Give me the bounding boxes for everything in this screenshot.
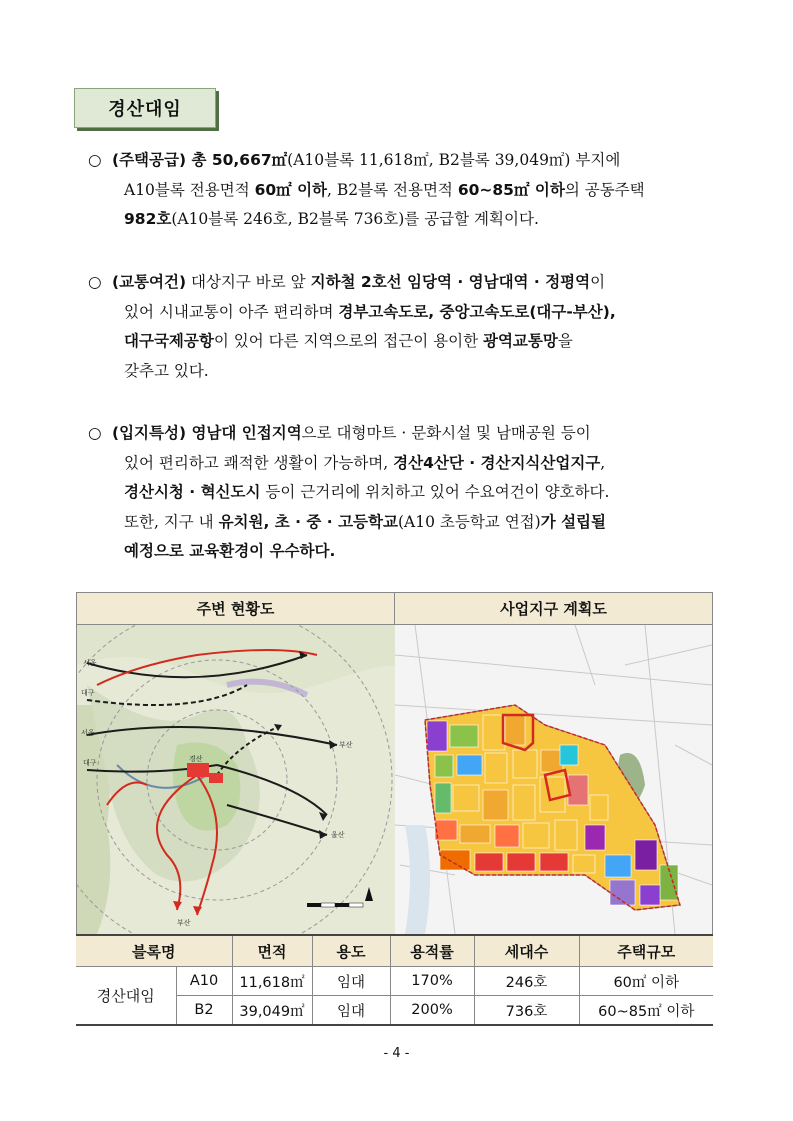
text-run: 의 공동주택 xyxy=(564,180,645,199)
cell-block: B2 xyxy=(176,996,232,1026)
text-run: 을 xyxy=(557,332,573,350)
text-run: 60~85㎡ 이하 xyxy=(457,180,565,199)
text-run: 60㎡ 이하 xyxy=(254,180,328,199)
map-label-busan-2: 부산 xyxy=(177,919,191,927)
text-run: 대상지구 바로 앞 xyxy=(186,273,311,291)
surrounding-area-map xyxy=(77,625,395,934)
text-run: 이 있어 다른 지역으로의 접근이 용이한 xyxy=(213,332,483,350)
section-title: 경산대임 xyxy=(74,88,216,128)
paragraph-transport xyxy=(88,268,728,386)
bullet-icon: ○ xyxy=(88,151,102,169)
para1-line3 xyxy=(88,205,728,235)
table-header-row xyxy=(76,935,713,967)
para2-line1 xyxy=(88,268,728,298)
district-plan-map xyxy=(395,625,712,934)
text-run: 가 설립될 xyxy=(540,512,606,531)
text-run: 등이 근거리에 위치하고 있어 수요여건이 양호하다. xyxy=(260,483,610,501)
map-label-ulsan: 울산 xyxy=(331,831,345,839)
cell-households: 736호 xyxy=(474,996,579,1026)
text-run: (A10 초등학교 연접) xyxy=(397,512,541,531)
map-label-gyeongsan: 경산 xyxy=(189,755,203,763)
cell-size: 60㎡ 이하 xyxy=(579,967,713,996)
header-households: 세대수 xyxy=(474,935,579,967)
cell-area: 11,618㎡ xyxy=(232,967,312,996)
header-block-name: 블록명 xyxy=(76,935,232,967)
map-label-daegu-1: 대구 xyxy=(81,689,95,697)
text-run: 이 xyxy=(590,273,606,291)
header-use: 용도 xyxy=(312,935,390,967)
text-run: 또한, 지구 내 xyxy=(124,512,219,531)
para1-line2 xyxy=(88,176,728,206)
cell-area: 39,049㎡ xyxy=(232,996,312,1026)
bullet-icon: ○ xyxy=(88,424,102,442)
map-panel xyxy=(76,592,713,935)
text-run: 경부고속도로, 중앙고속도로(대구-부산), xyxy=(338,302,616,321)
bullet-icon: ○ xyxy=(88,273,102,291)
text-run: 경산4산단 · 경산지식산업지구 xyxy=(393,453,601,472)
text-run: 예정으로 교육환경이 우수하다. xyxy=(124,542,336,560)
text-run: 광역교통망 xyxy=(482,332,558,350)
left-map-title: 주변 현황도 xyxy=(77,593,395,625)
map-label-seoul-2: 서울 xyxy=(81,729,95,737)
text-run: 대구국제공항 xyxy=(124,332,214,350)
cell-use: 임대 xyxy=(312,996,390,1026)
para3-line1 xyxy=(88,419,728,449)
map-label-busan-1: 부산 xyxy=(339,741,353,749)
group-name-cell: 경산대임 xyxy=(76,967,176,1026)
map-label-seoul-1: 서울 xyxy=(83,659,97,667)
text-run: A10블록 전용면적 xyxy=(124,180,255,199)
text-run: 유치원, 초 · 중 · 고등학교 xyxy=(218,512,398,531)
header-area: 면적 xyxy=(232,935,312,967)
para3-line2 xyxy=(88,449,728,479)
text-run: 있어 편리하고 쾌적한 생활이 가능하며, xyxy=(124,453,394,472)
para2-line4 xyxy=(88,357,728,387)
para2-line2 xyxy=(88,298,728,328)
table-row xyxy=(76,967,713,996)
para3-line3 xyxy=(88,478,728,508)
text-run: (A10블록 246호, B2블록 736호)를 공급할 계획이다. xyxy=(171,210,539,228)
cell-ratio: 170% xyxy=(390,967,474,996)
header-floor-area-ratio: 용적률 xyxy=(390,935,474,967)
text-run: 으로 대형마트 · 문화시설 및 남매공원 등이 xyxy=(301,424,591,442)
text-run: (교통여건) xyxy=(112,273,187,291)
cell-households: 246호 xyxy=(474,967,579,996)
right-map-title: 사업지구 계획도 xyxy=(395,593,712,625)
text-run: 갖추고 있다. xyxy=(124,361,209,380)
text-run: 지하철 2호선 임당역 · 영남대역 · 정평역 xyxy=(310,273,591,291)
text-run: 경산시청 · 혁신도시 xyxy=(124,483,261,501)
header-housing-size: 주택규모 xyxy=(579,935,713,967)
cell-block: A10 xyxy=(176,967,232,996)
scale-bar xyxy=(307,903,363,907)
cell-ratio: 200% xyxy=(390,996,474,1026)
text-run: 있어 시내교통이 아주 편리하며 xyxy=(124,302,339,321)
para3-line4 xyxy=(88,508,728,538)
text-run: (A10블록 11,618㎡, B2블록 39,049㎡) 부지에 xyxy=(287,151,621,169)
para2-line3 xyxy=(88,327,728,357)
paragraph-housing-supply xyxy=(88,146,728,235)
text-run: (입지특성) 영남대 인접지역 xyxy=(112,424,302,442)
paragraph-location xyxy=(88,419,728,567)
page-number: - 4 - xyxy=(383,1046,410,1061)
para3-line5 xyxy=(88,537,728,567)
cell-use: 임대 xyxy=(312,967,390,996)
text-run: , B2블록 전용면적 xyxy=(327,180,458,199)
para1-line1 xyxy=(88,146,728,176)
cell-size: 60~85㎡ 이하 xyxy=(579,996,713,1026)
text-run: (주택공급) 총 50,667㎡ xyxy=(112,151,288,169)
text-run: 982호 xyxy=(124,210,172,228)
block-summary-table xyxy=(76,934,713,1026)
map-label-daegu-2: 대구 xyxy=(83,759,97,767)
text-run: , xyxy=(600,453,606,472)
